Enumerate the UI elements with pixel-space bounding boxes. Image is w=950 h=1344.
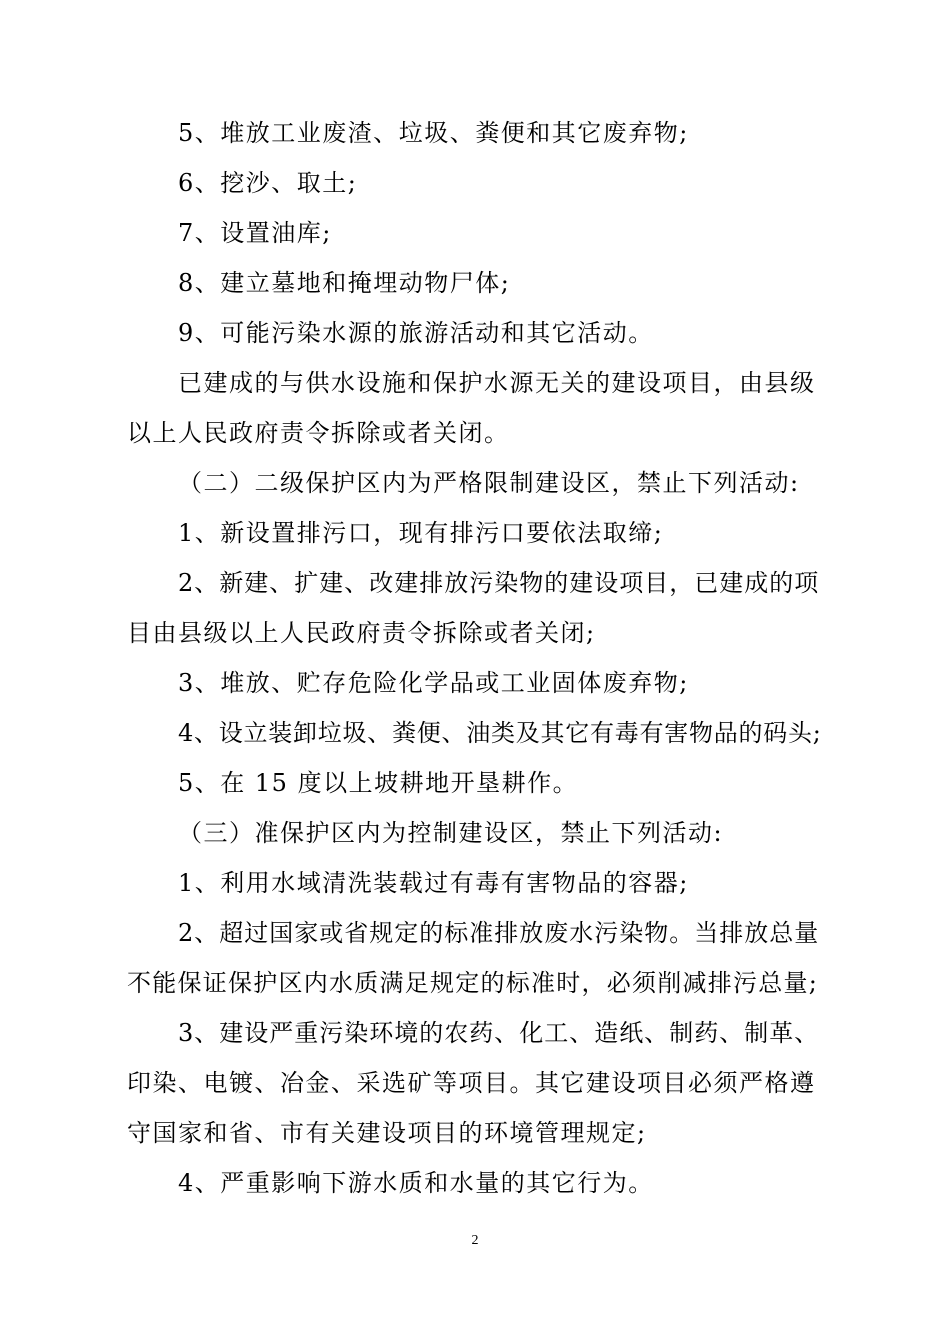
section-heading: （三）准保护区内为控制建设区，禁止下列活动: (178, 819, 724, 847)
text-line: 9、可能污染水源的旅游活动和其它活动。 (178, 319, 654, 347)
text-line: 7、设置油库; (178, 219, 332, 247)
text-line: 目由县级以上人民政府责令拆除或者关闭; (127, 619, 596, 647)
text-line: 4、严重影响下游水质和水量的其它行为。 (178, 1169, 654, 1197)
text-line: 已建成的与供水设施和保护水源无关的建设项目，由县级 (178, 369, 816, 397)
text-line: 5、堆放工业废渣、垃圾、粪便和其它废弃物; (178, 119, 689, 147)
text-line: 4、设立装卸垃圾、粪便、油类及其它有毒有害物品的码头; (178, 719, 822, 747)
text-line: 1、利用水域清洗装载过有毒有害物品的容器; (178, 869, 689, 897)
text-line: 5、在 15 度以上坡耕地开垦耕作。 (178, 769, 579, 797)
text-line: 2、新建、扩建、改建排放污染物的建设项目，已建成的项 (178, 569, 820, 597)
text-line: 印染、电镀、冶金、采选矿等项目。其它建设项目必须严格遵 (127, 1069, 816, 1097)
text-line: 守国家和省、市有关建设项目的环境管理规定; (127, 1119, 647, 1147)
text-line: 3、建设严重污染环境的农药、化工、造纸、制药、制革、 (178, 1019, 820, 1047)
page-number: 2 (471, 1233, 479, 1248)
text-line: 3、堆放、贮存危险化学品或工业固体废弃物; (178, 669, 689, 697)
text-line: 不能保证保护区内水质满足规定的标准时，必须削减排污总量; (127, 969, 819, 997)
text-line: 8、建立墓地和掩埋动物尸体; (178, 269, 511, 297)
text-line: 以上人民政府责令拆除或者关闭。 (127, 419, 510, 447)
text-line: 2、超过国家或省规定的标准排放废水污染物。当排放总量 (178, 919, 820, 947)
text-line: 6、挖沙、取土; (178, 169, 358, 197)
text-line: 1、新设置排污口，现有排污口要依法取缔; (178, 519, 664, 547)
section-heading: （二）二级保护区内为严格限制建设区，禁止下列活动: (178, 469, 800, 497)
